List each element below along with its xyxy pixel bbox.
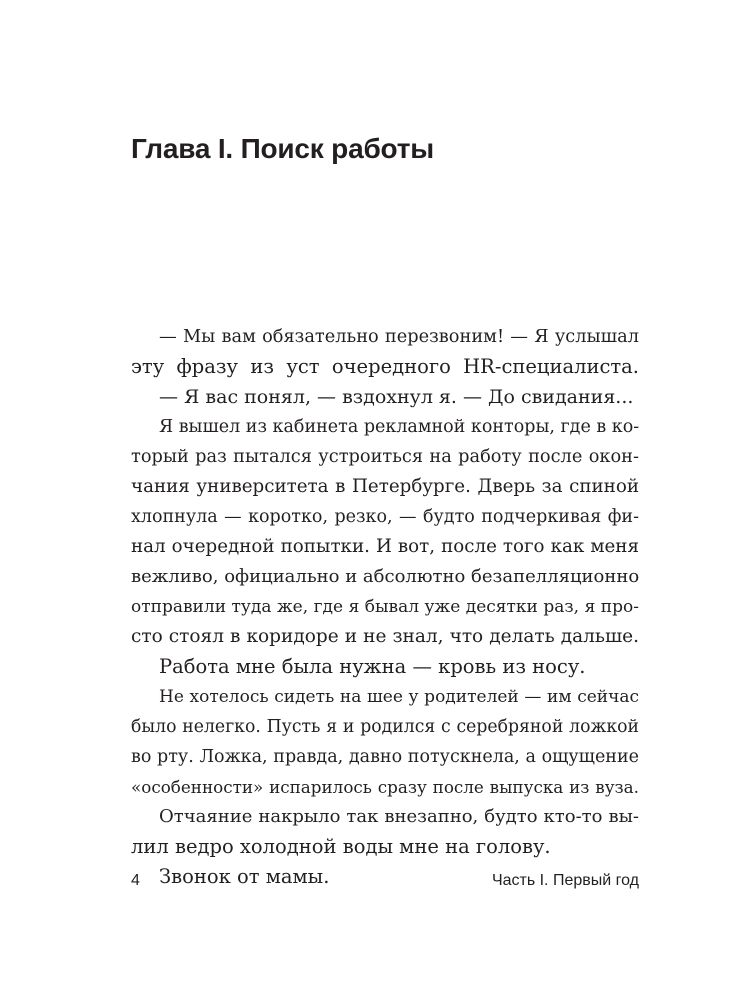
text-line: во рту. Ложка, правда, давно потускнела, а ощущение — [131, 747, 639, 767]
body-text — [131, 322, 639, 892]
text-line: нал очередной попытки. И вот, после того как меня — [131, 536, 639, 557]
text-line: вежливо, официально и абсолютно безапелляционно — [131, 566, 640, 587]
text-line: Не хотелось сидеть на шее у родителей — им сейчас — [159, 687, 639, 707]
text-line: чания университета в Петербурге. Дверь за спиной — [131, 476, 639, 497]
text-line: Отчаяние накрыло так внезапно, будто кто-то вы- — [159, 806, 639, 827]
text-line: было нелегко. Пусть я и родился с серебряной ложкой — [131, 717, 639, 737]
text-line: Звонок от мамы. — [159, 865, 330, 888]
page-number: 4 — [131, 872, 140, 889]
text-line: — Я вас понял, — вздохнул я. — До свидания... — [159, 386, 634, 408]
chapter-title: Глава I. Поиск работы — [131, 133, 434, 164]
text-line: хлопнула — коротко, резко, — будто подчеркивая фи- — [131, 507, 639, 527]
text-line: эту фразу из уст очередного HR-специалиста. — [131, 355, 639, 378]
text-line: лил ведро холодной воды мне на голову. — [131, 835, 551, 858]
text-line: «особенности» испарилось сразу после выпуска из вуза. — [131, 777, 639, 797]
text-line: Работа мне была нужна — кровь из носу. — [159, 655, 586, 678]
running-head: Часть I. Первый год — [491, 872, 639, 889]
text-line: Я вышел из кабинета рекламной конторы, где в ко- — [159, 417, 640, 437]
text-line: — Мы вам обязательно перезвоним! — Я услышал — [159, 327, 639, 347]
text-line: торый раз пытался устроиться на работу после окон- — [131, 447, 639, 467]
page-footer — [131, 868, 639, 894]
text-line: сто стоял в коридоре и не знал, что делать дальше. — [131, 626, 639, 647]
text-line: отправили туда же, где я бывал уже десятки раз, я про- — [131, 597, 639, 617]
